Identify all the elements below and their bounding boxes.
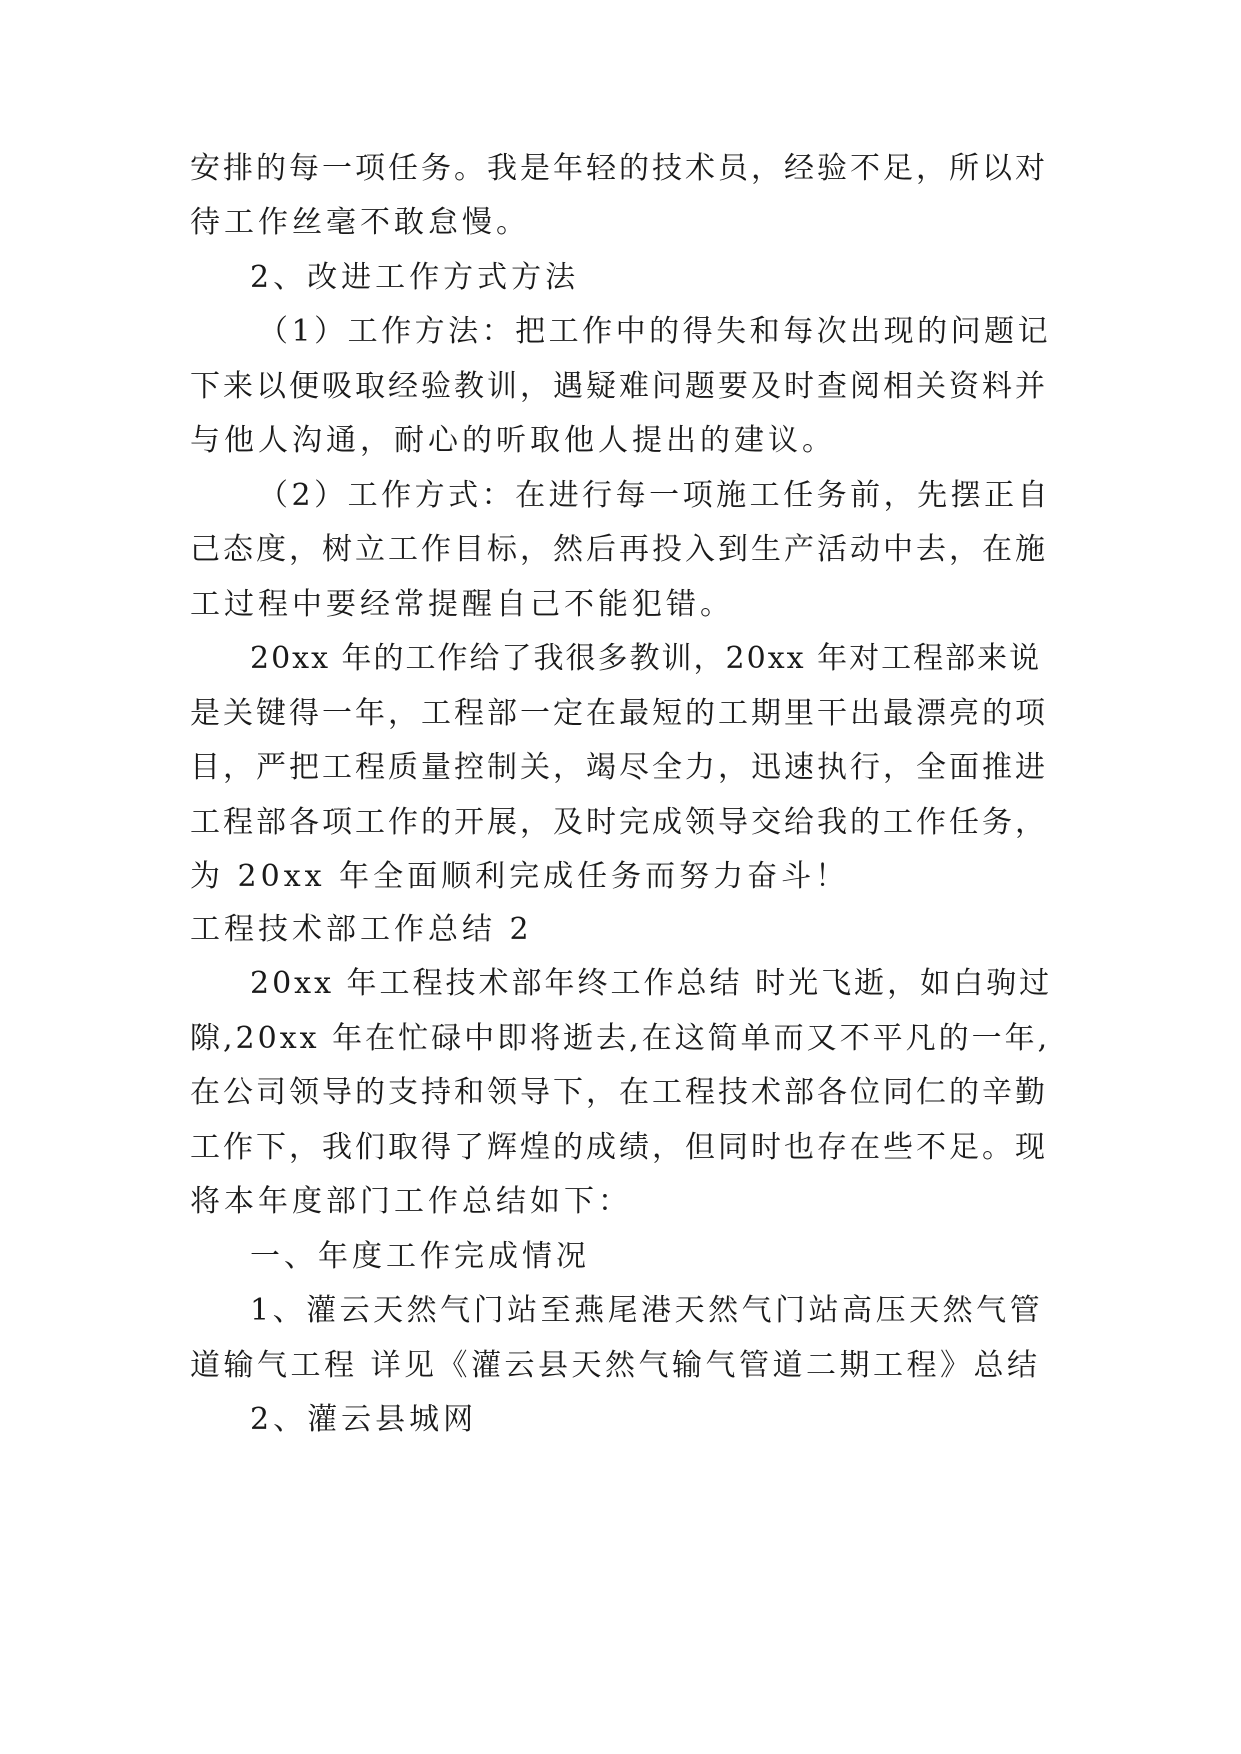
paragraph-line: 2、灌云县城网 bbox=[250, 1402, 478, 1437]
paragraph-line: 下来以便吸取经验教训，遇疑难问题要及时查阅相关资料并 bbox=[190, 369, 1048, 404]
paragraph-line: 20xx 年工程技术部年终工作总结 时光飞逝，如白驹过 bbox=[250, 966, 1053, 1001]
section-heading: 一、年度工作完成情况 bbox=[250, 1239, 590, 1274]
paragraph-line: 20xx 年的工作给了我很多教训，20xx 年对工程部来说 bbox=[250, 641, 1042, 676]
paragraph-line: 目，严把工程质量控制关，竭尽全力，迅速执行，全面推进 bbox=[190, 750, 1048, 785]
paragraph-line: （2）工作方式：在进行每一项施工任务前，先摆正自 bbox=[258, 478, 1052, 513]
paragraph-line: 工程部各项工作的开展，及时完成领导交给我的工作任务， bbox=[190, 805, 1048, 840]
section-heading: 2、改进工作方式方法 bbox=[250, 260, 580, 295]
paragraph-line: 待工作丝毫不敢怠慢。 bbox=[190, 205, 530, 240]
paragraph-line: 在公司领导的支持和领导下，在工程技术部各位同仁的辛勤 bbox=[190, 1075, 1048, 1110]
paragraph-line: 为 20xx 年全面顺利完成任务而努力奋斗！ bbox=[190, 859, 850, 894]
paragraph-line: 是关键得一年，工程部一定在最短的工期里干出最漂亮的项 bbox=[190, 696, 1048, 731]
paragraph-line: 道输气工程 详见《灌云县天然气输气管道二期工程》总结 bbox=[190, 1348, 1041, 1383]
paragraph-line: 己态度，树立工作目标，然后再投入到生产活动中去，在施 bbox=[190, 532, 1048, 567]
paragraph-line: 1、灌云天然气门站至燕尾港天然气门站高压天然气管 bbox=[250, 1293, 1044, 1328]
paragraph-line: 将本年度部门工作总结如下： bbox=[190, 1184, 632, 1219]
document-title: 工程技术部工作总结 2 bbox=[190, 912, 533, 947]
paragraph-line: 工作下，我们取得了辉煌的成绩，但同时也存在些不足。现 bbox=[190, 1130, 1048, 1165]
paragraph-line: 安排的每一项任务。我是年轻的技术员，经验不足，所以对 bbox=[190, 151, 1048, 186]
paragraph-line: 工过程中要经常提醒自己不能犯错。 bbox=[190, 587, 734, 622]
paragraph-line: 隙,20xx 年在忙碌中即将逝去,在这简单而又不平凡的一年, bbox=[190, 1021, 1051, 1056]
paragraph-line: 与他人沟通，耐心的听取他人提出的建议。 bbox=[190, 423, 836, 458]
paragraph-line: （1）工作方法：把工作中的得失和每次出现的问题记 bbox=[258, 314, 1052, 349]
